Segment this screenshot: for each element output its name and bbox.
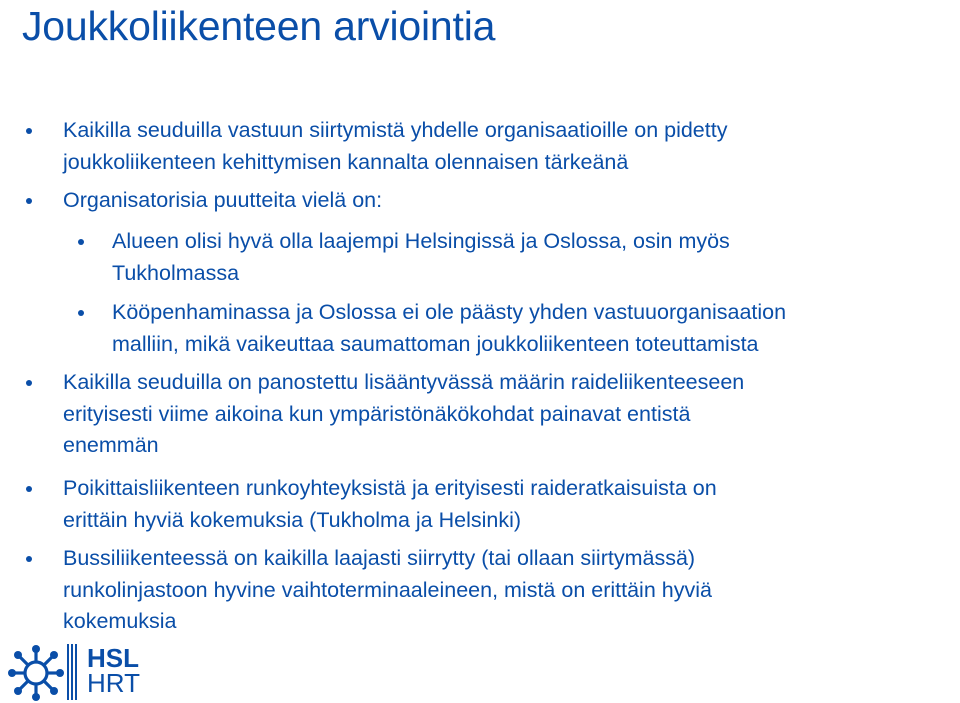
bullet-line: Organisatorisia puutteita vielä on: — [63, 188, 383, 212]
bullet-line: erittäin hyviä kokemuksia (Tukholma ja Helsinki) — [63, 507, 522, 532]
bullet-line: joukkoliikenteen kehittymisen kannalta olennaisen tärkeänä — [63, 149, 629, 174]
hrt-logo-text: HRT — [87, 668, 140, 698]
bullet-item — [63, 543, 712, 638]
bullet-item — [63, 367, 744, 462]
bullet-item — [112, 226, 730, 289]
bullet-line: kokemuksia — [63, 609, 177, 633]
bullet-line: malliin, mikä vaikeuttaa saumattoman joukkoliikenteen toteuttamista — [112, 331, 759, 356]
bullet-line: runkolinjastoon hyvine vaihtoterminaaleineen, mistä on erittäin hyviä — [63, 577, 712, 602]
bullet-line: Alueen olisi hyvä olla laajempi Helsingissä ja Oslossa, osin myös — [112, 229, 730, 253]
hsl-logo-text: HSL — [87, 643, 139, 673]
bullet-item — [63, 115, 727, 178]
bullet-line: Kaikilla seuduilla vastuun siirtymistä yhdelle organisaatioille on pidetty — [63, 118, 728, 142]
bullet-line: Bussiliikenteessä on kaikilla laajasti siirrytty (tai ollaan siirtymässä) — [63, 546, 696, 570]
bullet-line: erityisesti viime aikoina kun ympäristönäkökohdat painavat entistä — [63, 401, 691, 426]
bullet-line: Tukholmassa — [112, 260, 240, 285]
bullet-dot — [26, 380, 32, 386]
bullet-item — [112, 297, 786, 360]
bullet-dot — [78, 239, 84, 245]
bullet-dot — [78, 310, 84, 316]
bullet-dot — [26, 198, 32, 204]
bullet-dot — [26, 556, 32, 562]
bullet-dot — [26, 128, 32, 134]
bullet-item — [63, 473, 717, 536]
bullet-line: enemmän — [63, 433, 159, 457]
bullet-item — [63, 185, 382, 217]
bullet-dot — [26, 486, 32, 492]
logo-divider — [67, 644, 79, 700]
bullet-line: Kaikilla seuduilla on panostettu lisääntyvässä määrin raideliikenteeseen — [63, 370, 745, 394]
bullet-line: Kööpenhaminassa ja Oslossa ei ole päästy yhden vastuuorganisaation — [112, 300, 787, 324]
hsl-network-logo-icon — [6, 643, 66, 703]
page-title: Joukkoliikenteen arviointia — [22, 3, 496, 49]
bullet-line: Poikittaisliikenteen runkoyhteyksistä ja erityisesti raideratkaisuista on — [63, 476, 717, 500]
